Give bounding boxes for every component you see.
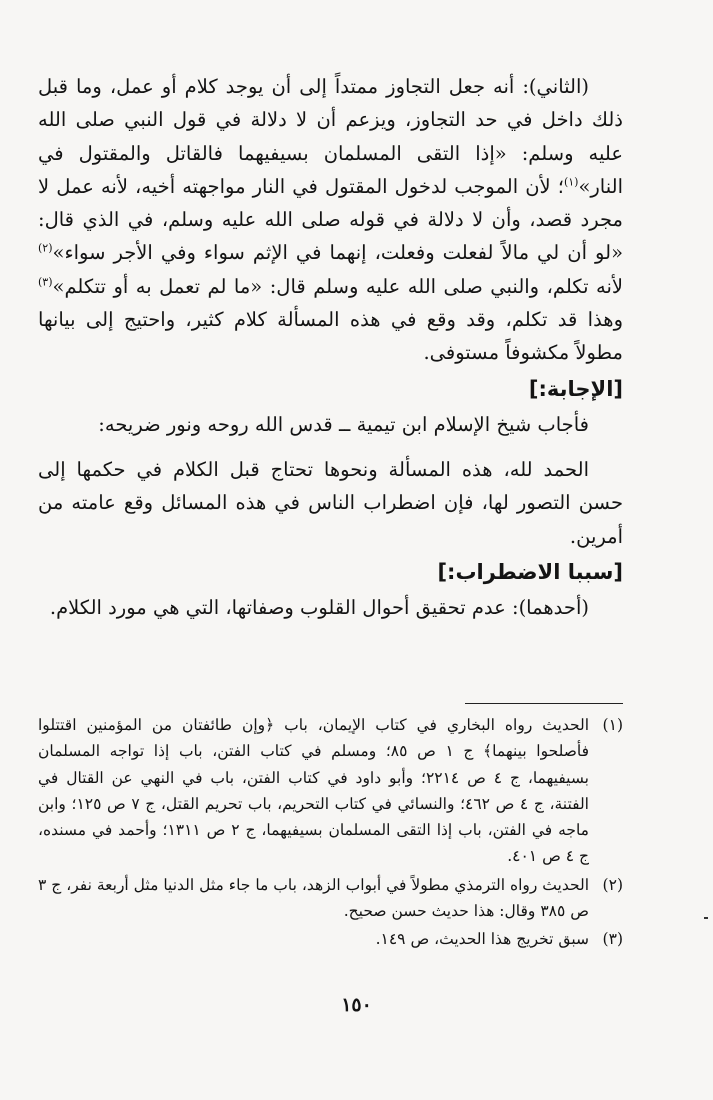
footnote-ref-3: (٣)	[38, 275, 53, 289]
footnote-ref-2: (٢)	[38, 241, 53, 255]
section-heading-answer: [الإجابة:]	[528, 376, 623, 401]
footnote-separator	[465, 703, 623, 704]
footnote-2	[38, 872, 623, 925]
footnote-ref-1: (١)	[563, 175, 579, 189]
paragraph-first-cause: (أحدهما): عدم تحقيق أحوال القلوب وصفاتها، التي هي مورد الكلام.	[49, 595, 589, 619]
paragraph-text: لأنه تكلم، والنبي صلى الله عليه وسلم قال: «ما لم تعمل به أو تتكلم»	[52, 274, 623, 298]
paragraph-text: (الثاني): أنه جعل التجاوز ممتداً إلى أن يوجد كلام أو عمل، وما قبل ذلك داخل في حد التجاوز، ويزعم أن لا دلالة في قول النبي صلى الله عليه وسلم: «إذا التقى المسلمان بسيفيهما فالقاتل والمقتول في النار»	[38, 75, 623, 198]
paragraph-praise: الحمد لله، هذه المسألة ونحوها تحتاج قبل الكلام في حكمها إلى حسن التصور لها، فإن اضطراب الناس في هذه المسائل وقع عامته من أمرين.	[38, 457, 623, 548]
scan-mark	[704, 917, 708, 919]
main-text	[38, 70, 623, 624]
page-body	[38, 70, 623, 624]
footnote-number: (١)	[602, 716, 623, 734]
paragraph-second-point	[38, 70, 623, 370]
paragraph-text: ؛ لأن الموجب لدخول المقتول في النار مواجهته أخيه، لأنه عمل لا مجرد قصد، وأن لا دلالة في قوله صلى الله عليه وسلم، في الذي قال: «لو أن لي مالاً لفعلت وفعلت، إنهما في الإثم سواء وفي الأجر سواء»	[38, 174, 623, 265]
footnotes	[38, 712, 623, 955]
paragraph-answer-intro: فأجاب شيخ الإسلام ابن تيمية ــ قدس الله روحه ونور ضريحه:	[98, 412, 589, 436]
footnote-text: سبق تخريج هذا الحديث، ص ١٤٩.	[375, 930, 589, 949]
footnote-number: (٢)	[602, 875, 623, 894]
section-heading-causes: [سببا الاضطراب:]	[437, 559, 623, 584]
footnote-1	[38, 712, 623, 870]
page-number: ١٥٠	[341, 994, 372, 1016]
footnote-number: (٣)	[602, 930, 623, 949]
footnote-3	[38, 926, 623, 952]
paragraph-text: وهذا قد تكلم، وقد وقع في هذه المسألة كلام كثير، واحتيج إلى بيانها مطولاً مكشوفاً مستوفى.	[38, 308, 623, 365]
footnote-text: الحديث رواه البخاري في كتاب الإيمان، باب ﴿وإن طائفتان من المؤمنين اقتتلوا فأصلحوا بينهما﴾ ج ١ ص ٨٥؛ ومسلم في كتاب الفتن، باب إذا تواجه المسلمان بسيفيهما، ج ٤ ص ٢٢١٤؛ وأبو داود في كتاب الفتن، باب في النهي عن القتال في الفتنة، ج ٤ ص ٤٦٢؛ والنسائي في كتاب التحريم، باب تحريم القتل، ج ٧ ص ١٢٥؛ وابن ماجه في الفتن، باب إذا التقى المسلمان بسيفيهما، ج ٢ ص ١٣١١؛ وأحمد في مسنده، ج ٤ ص ٤٠١.	[38, 716, 590, 866]
footnote-text: الحديث رواه الترمذي مطولاً في أبواب الزهد، باب ما جاء مثل الدنيا مثل أربعة نفر، ج ٣ ص ٣٨٥ وقال: هذا حديث حسن صحيح.	[38, 875, 589, 921]
